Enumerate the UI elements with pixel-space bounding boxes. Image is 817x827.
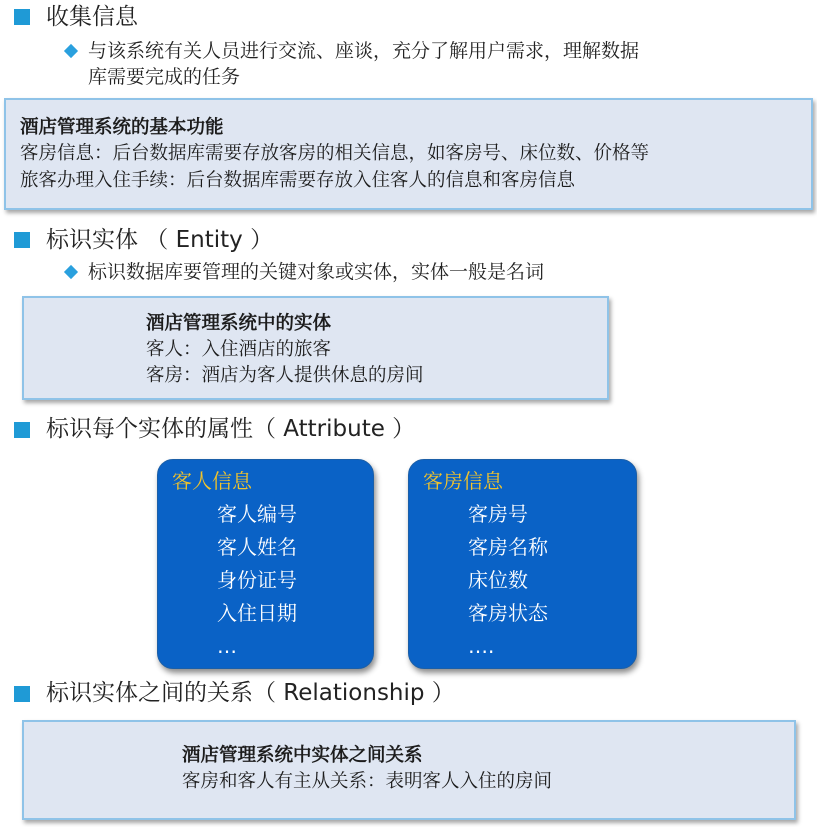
bullet-square-icon [14, 9, 30, 25]
card-item: … [217, 634, 237, 658]
box-line: 客人：入住酒店的旅客 [146, 339, 332, 360]
box-line: 客房信息：后台数据库需要存放客房的相关信息，如客房号、床位数、价格等 [20, 143, 650, 164]
card-title: 客人信息 [172, 469, 252, 493]
card-title: 客房信息 [423, 469, 503, 493]
card-item: 身份证号 [217, 568, 297, 592]
bullet-square-icon [14, 686, 30, 702]
box-title: 酒店管理系统中实体之间关系 [182, 745, 423, 766]
card-item: 客人姓名 [217, 535, 297, 559]
card-item: …. [468, 634, 495, 658]
subpoint-collect-line2: 库需要完成的任务 [88, 66, 241, 88]
box-title: 酒店管理系统的基本功能 [20, 117, 224, 138]
bullet-square-icon [14, 422, 30, 438]
heading-identify-entity: 标识实体 （ Entity ） [46, 227, 274, 253]
box-title: 酒店管理系统中的实体 [146, 313, 332, 334]
card-item: 入住日期 [217, 601, 297, 625]
room-info-card [408, 459, 637, 669]
bullet-diamond-icon [64, 44, 78, 58]
card-item: 客房名称 [468, 535, 548, 559]
bullet-square-icon [14, 232, 30, 248]
card-item: 客房状态 [468, 601, 548, 625]
heading-identify-attributes: 标识每个实体的属性（ Attribute ） [46, 416, 416, 442]
subpoint-entity: 标识数据库要管理的关键对象或实体，实体一般是名词 [88, 261, 545, 283]
heading-collect-info: 收集信息 [46, 4, 138, 30]
subpoint-collect-line1: 与该系统有关人员进行交流、座谈，充分了解用户需求，理解数据 [88, 40, 640, 62]
guest-info-card [157, 459, 374, 669]
entities-box [22, 296, 609, 400]
box-line: 旅客办理入住手续：后台数据库需要存放入住客人的信息和客房信息 [20, 170, 576, 191]
bullet-diamond-icon [64, 265, 78, 279]
card-item: 床位数 [468, 568, 528, 592]
heading-identify-relationship: 标识实体之间的关系（ Relationship ） [46, 680, 455, 706]
card-item: 客房号 [468, 502, 528, 526]
relationship-box [22, 720, 796, 820]
box-line: 客房和客人有主从关系：表明客人入住的房间 [182, 771, 553, 792]
card-item: 客人编号 [217, 502, 297, 526]
basic-functions-box [4, 98, 813, 210]
box-line: 客房：酒店为客人提供休息的房间 [146, 365, 424, 386]
